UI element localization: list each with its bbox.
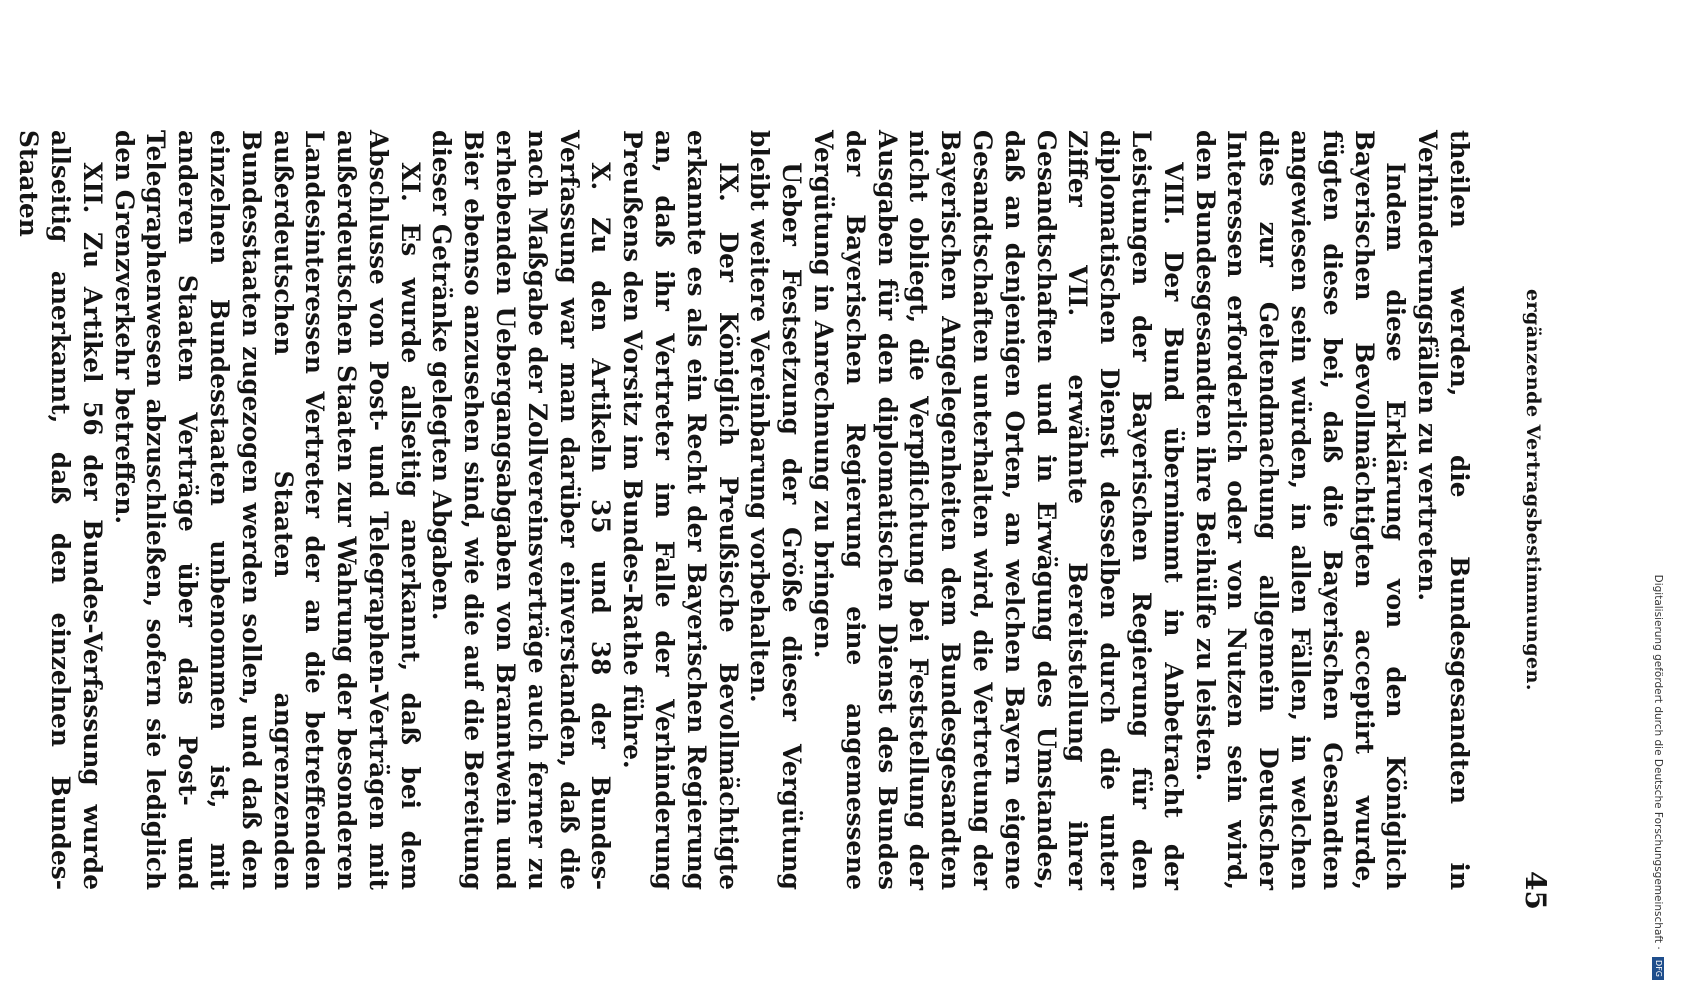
running-head: ergänzende Vertragsbestimmungen. <box>1522 288 1544 692</box>
paragraph: theilen werden, die Bundesgesandten in Verhinderungsfällen zu vertreten. <box>1413 130 1474 890</box>
paragraph: X. Zu den Artikeln 35 und 38 der Bundes-Verfassung war man darüber einverstanden, daß die nach Maßgabe der Zollvereinsverträge auch ferner zu erhebenden Uebergangsabgaben von Branntwein und Bier ebenso anzusehen sind, wie die auf die Bereitung dieser Getränke gelegten Abgaben. <box>427 130 616 890</box>
page-body <box>14 130 1475 890</box>
paragraph: Ueber Festsetzung der Größe dieser Vergütung bleibt weitere Vereinbarung vorbehalten. <box>745 130 807 890</box>
paragraph: IX. Der Königlich Preußische Bevollmächtigte erkannte es als ein Recht der Bayerischen Regierung an, daß ihr Vertreter im Falle der Verhinderung Preußens den Vorsitz im Bundes-Rathe führe. <box>618 130 743 890</box>
paragraph: VIII. Der Bund übernimmt in Anbetracht der Leistungen der Bayerischen Regierung für den diplomatischen Dienst desselben durch die unter Ziffer VII. erwähnte Bereitstellung ihrer Gesandtschaften und in Erwägung des Umstandes, daß an denjenigen Orten, an welchen Bayern eigene Gesandtschaften unterhalten wird, die Vertretung der Bayerischen Angelegenheiten dem Bundesgesandten nicht obliegt, die Verpflichtung bei Feststellung der Ausgaben für den diplomatischen Dienst des Bundes der Bayerischen Regierung eine angemessene Vergütung in Anrechnung zu bringen. <box>809 130 1188 890</box>
scanned-page <box>14 70 1600 930</box>
paragraph: XI. Es wurde allseitig anerkannt, daß bei dem Abschlusse von Post- und Telegraphen-Verträgen mit außerdeutschen Staaten zur Wahrung der besonderen Landesinteressen Vertreter der an die betreffenden außerdeutschen Staaten angrenzenden Bundesstaaten zugezogen werden sollen, und daß den einzelnen Bundesstaaten unbenommen ist, mit anderen Staaten Verträge über das Post- und Telegraphenwesen abzuschließen, sofern sie lediglich den Grenzverkehr betreffen. <box>109 130 425 890</box>
dfg-logo: DFG <box>1652 957 1664 980</box>
digitization-credit <box>1646 20 1670 980</box>
paragraph: XII. Zu Artikel 56 der Bundes-Verfassung wurde allseitig anerkannt, daß den einzelnen Bundes-Staaten <box>14 130 107 890</box>
credit-text: Digitalisierung gefördert durch die Deutsche Forschungsgemeinschaft · <box>1652 574 1664 950</box>
credit-line <box>1646 20 1670 980</box>
page-number: 45 <box>1519 871 1552 910</box>
paragraph: Indem diese Erklärung von den Königlich Bayerischen Bevollmächtigten acceptirt wurde, fügten diese bei, daß die Bayerischen Gesandten angewiesen sein würden, in allen Fällen, in welchen dies zur Geltendmachung allgemein Deutscher Interessen erforderlich oder von Nutzen sein wird, den Bundesgesandten ihre Beihülfe zu leisten. <box>1190 130 1411 890</box>
